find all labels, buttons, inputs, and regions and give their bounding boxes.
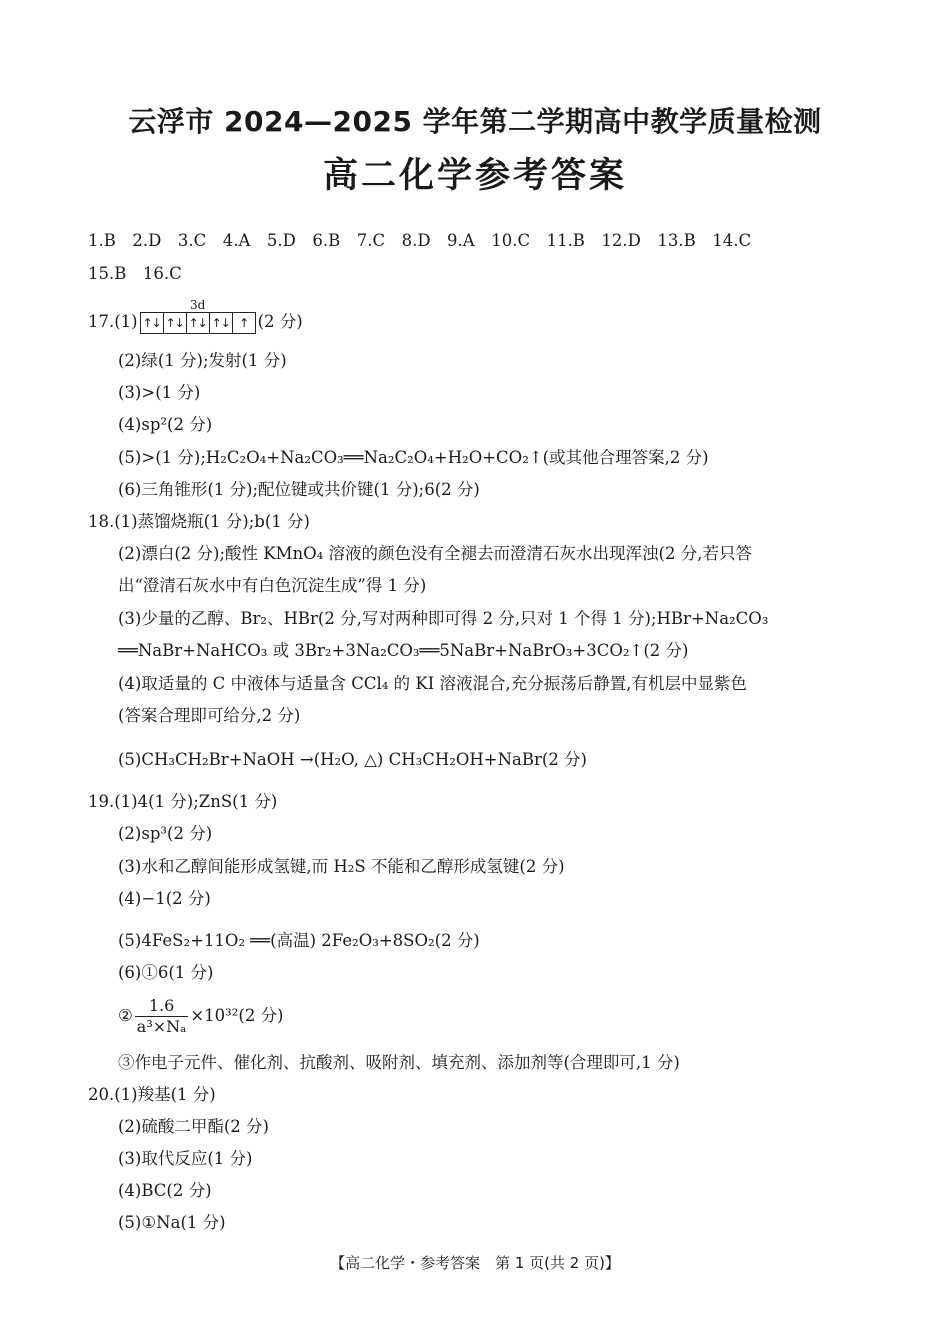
q19-part6-3: ③作电子元件、催化剂、抗酸剂、吸附剂、填充剂、添加剂等(合理即可,1 分) [118,1053,680,1072]
q17-head: 17.(1) [88,312,138,331]
fraction-denominator: a³×Nₐ [136,1017,187,1036]
q19-part6-2 [118,996,284,1037]
q17-part6: (6)三角锥形(1 分);配位键或共价键(1 分);6(2 分) [118,480,480,499]
q18-part3-line1: (3)少量的乙醇、Br₂、HBr(2 分,写对两种即可得 2 分,只对 1 个得 1 分);HBr+Na₂CO₃ [118,609,769,628]
orbital-label: 3d [189,297,206,312]
orbital-box: ↑↓ [210,313,233,333]
q18-part1: 18.(1)蒸馏烧瓶(1 分);b(1 分) [88,512,310,531]
q17-part3: (3)>(1 分) [118,383,201,402]
q19-part3: (3)水和乙醇间能形成氢键,而 H₂S 不能和乙醇形成氢键(2 分) [118,857,565,876]
q17-part5: (5)>(1 分);H₂C₂O₄+Na₂CO₃══Na₂C₂O₄+H₂O+CO₂↑(或其他合理答案,2 分) [118,448,709,467]
q20-part4: (4)BC(2 分) [118,1181,212,1200]
q20-part5: (5)①Na(1 分) [118,1213,226,1232]
fraction-numerator: 1.6 [135,996,189,1017]
q17-part1 [88,297,303,334]
fraction-suffix: ×10³²(2 分) [190,1006,284,1025]
orbital-diagram-3d [140,297,256,334]
page-footer: 【高二化学・参考答案 第 1 页(共 2 页)】 [330,1254,620,1272]
q20-part2: (2)硫酸二甲酯(2 分) [118,1117,269,1136]
q17-p1-score: (2 分) [257,312,303,331]
q18-part3-line2: ══NaBr+NaHCO₃ 或 3Br₂+3Na₂CO₃══5NaBr+NaBrO₃+3CO₂↑(2 分) [118,641,689,660]
q18-part4-line1: (4)取适量的 C 中液体与适量含 CCl₄ 的 KI 溶液混合,充分振荡后静置,有机层中显紫色 [118,674,747,693]
q18-part2-line1: (2)漂白(2 分);酸性 KMnO₄ 溶液的颜色没有全褪去而澄清石灰水出现浑浊(2 分,若只答 [118,544,752,563]
q17-part2: (2)绿(1 分);发射(1 分) [118,351,287,370]
q19-part5: (5)4FeS₂+11O₂ ══(高温) 2Fe₂O₃+8SO₂(2 分) [118,931,480,950]
q20-part1: 20.(1)羧基(1 分) [88,1085,216,1104]
orbital-box: ↑↓ [141,313,164,333]
mc-answers-line-2: 15.B 16.C [88,264,182,283]
q20-part3: (3)取代反应(1 分) [118,1149,253,1168]
q19-part4: (4)−1(2 分) [118,889,211,908]
orbital-box: ↑ [239,315,249,330]
mc-answers-line-1: 1.B 2.D 3.C 4.A 5.D 6.B 7.C 8.D 9.A 10.C 11.B 12.D 13.B 14.C [88,231,752,250]
orbital-box: ↑↓ [187,313,210,333]
q19-part2: (2)sp³(2 分) [118,824,213,843]
q19-part6-1: (6)①6(1 分) [118,963,214,982]
q18-part4-line2: (答案合理即可给分,2 分) [118,706,301,725]
circled-2: ② [118,1006,133,1025]
q19-part1: 19.(1)4(1 分);ZnS(1 分) [88,792,278,811]
q18-part5: (5)CH₃CH₂Br+NaOH →(H₂O, △) CH₃CH₂OH+NaBr(2 分) [118,750,587,769]
orbital-box: ↑↓ [164,313,187,333]
document-title: 云浮市 2024—2025 学年第二学期高中教学质量检测 [128,105,822,138]
fraction [135,996,189,1037]
q17-part4: (4)sp²(2 分) [118,415,213,434]
document-subtitle: 高二化学参考答案 [322,156,627,196]
q18-part2-line2: 出“澄清石灰水中有白色沉淀生成”得 1 分) [118,576,427,595]
